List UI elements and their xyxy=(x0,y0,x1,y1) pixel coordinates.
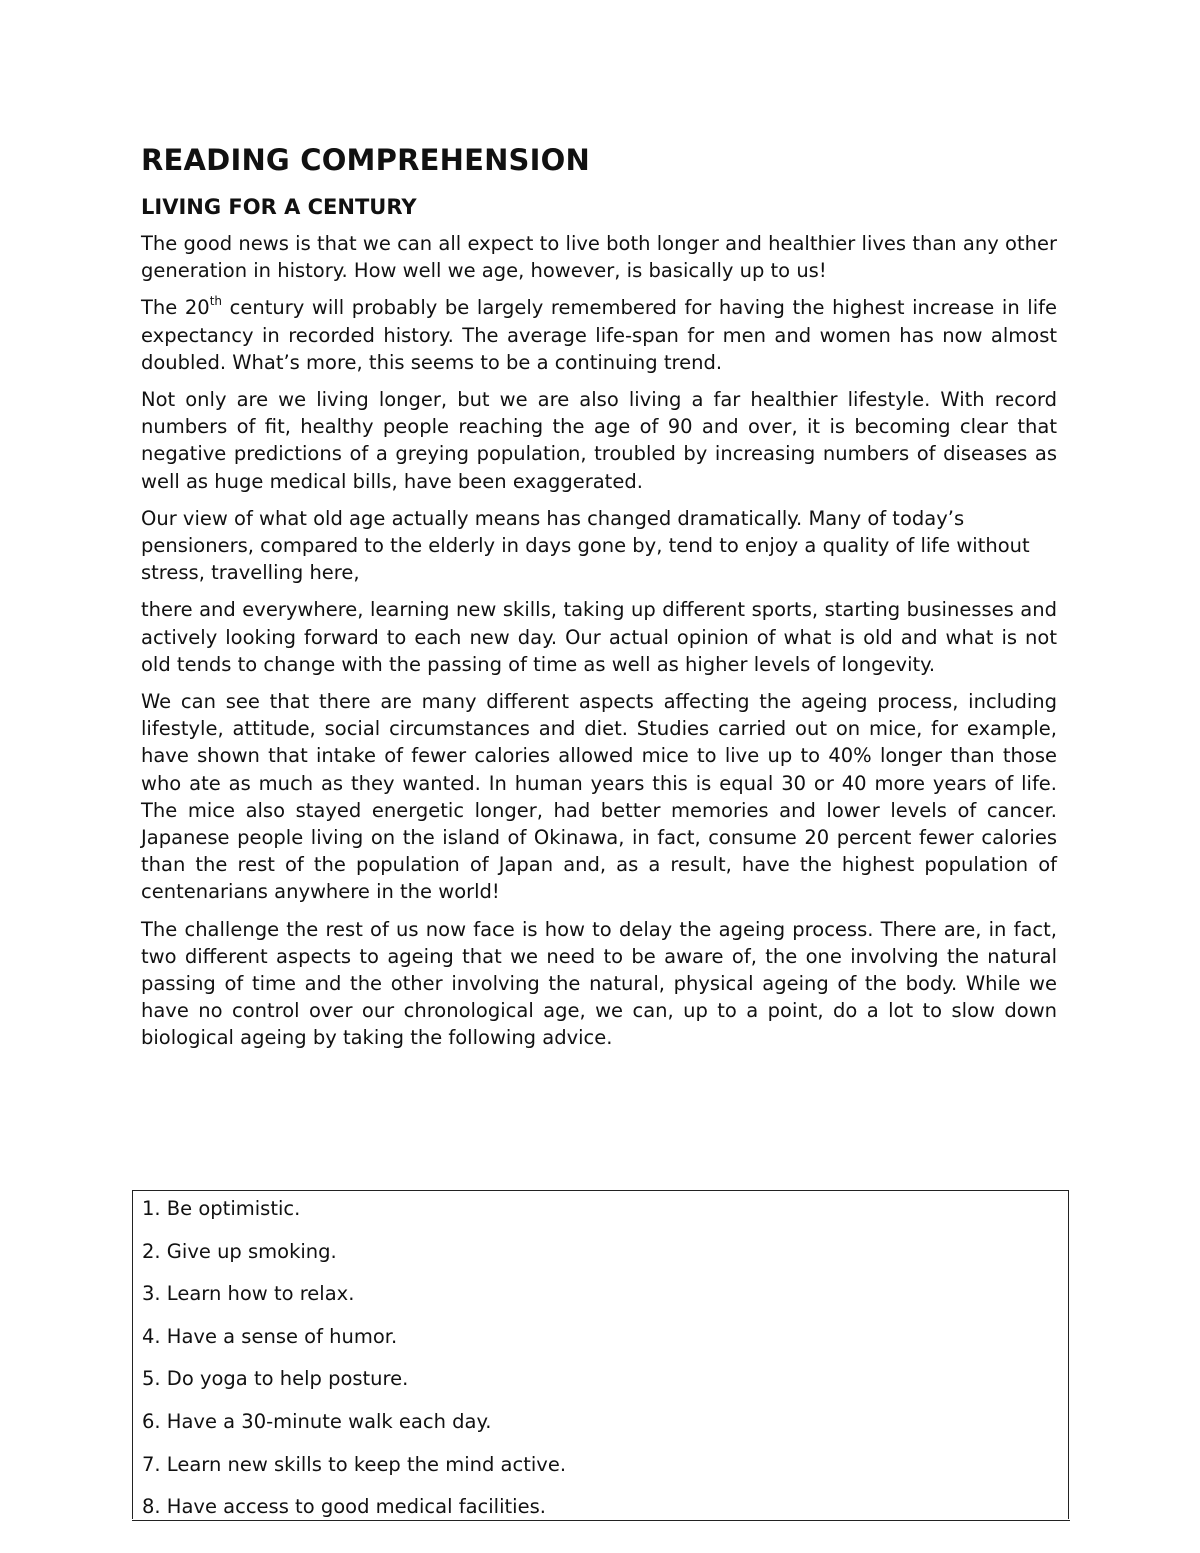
advice-box xyxy=(132,1190,1069,1519)
paragraph-old-age-view: Our view of what old age actually means has changed dramatically. Many of today’s pensioners, compared to the elderly in days gone by, tend to enjoy a quality of life without stress, travelling here, xyxy=(141,506,1030,585)
paragraph-ageing-aspects: We can see that there are many different aspects affecting the ageing process, including lifestyle, attitude, social circumstances and diet. Studies carried out on mice, for example, have shown that intake of fewer calories allowed mice to live up to 40% longer than those who ate as much as they wanted. In human years this is equal 30 or 40 more years of life. The mice also stayed energetic longer, had better memories and lower levels of cancer. Japanese people living on the island of Okinawa, in fact, consume 20 percent fewer calories than the rest of the population of Japan and, as a result, have the highest population of centenarians anywhere in the world! xyxy=(141,690,1057,904)
advice-item: 3. Learn how to relax. xyxy=(142,1282,355,1306)
paragraph-challenge: The challenge the rest of us now face is how to delay the ageing process. There are, in fact, two different aspects to ageing that we need to be aware of, the one involving the natural passing of time and the other involving the natural, physical ageing of the body. While we have no control over our chronological age, we can, up to a point, do a lot to slow down biological ageing by taking the following advice. xyxy=(141,917,1057,1050)
advice-list xyxy=(142,1195,566,1536)
paragraph-century-start: The 20 xyxy=(141,296,210,320)
box-bottom-border xyxy=(132,1520,1070,1522)
advice-item: 8. Have access to good medical facilities. xyxy=(142,1495,546,1519)
article-title: LIVING FOR A CENTURY xyxy=(141,195,417,219)
ordinal-suffix: th xyxy=(209,293,223,308)
advice-item: 5. Do yoga to help posture. xyxy=(142,1367,409,1391)
advice-item: 7. Learn new skills to keep the mind active. xyxy=(142,1452,567,1476)
paragraph-healthier-lifestyle: Not only are we living longer, but we are also living a far healthier lifestyle. With record numbers of fit, healthy people reaching the age of 90 and over, it is becoming clear that negative predictions of a greying population, troubled by increasing numbers of diseases as well as huge medical bills, have been exaggerated. xyxy=(141,388,1057,493)
advice-item: 2. Give up smoking. xyxy=(142,1239,337,1263)
paragraph-century xyxy=(141,294,1057,376)
advice-item: 4. Have a sense of humor. xyxy=(142,1324,398,1348)
paragraph-everywhere: there and everywhere, learning new skills, taking up different sports, starting businesses and actively looking forward to each new day. Our actual opinion of what is old and what is not old tends to change with the passing of time as well as higher levels of longevity. xyxy=(141,598,1057,676)
advice-item: 1. Be optimistic. xyxy=(142,1197,301,1220)
paragraph-century-rest: century will probably be largely remembered for having the highest increase in life expectancy in recorded history. The average life-span for men and women has now almost doubled. What’s more, this seems to be a continuing trend. xyxy=(141,296,1057,374)
advice-item: 6. Have a 30-minute walk each day. xyxy=(142,1409,492,1433)
page-title: READING COMPREHENSION xyxy=(141,143,590,177)
paragraph-intro: The good news is that we can all expect to live both longer and healthier lives than any other generation in history. How well we age, however, is basically up to us! xyxy=(141,232,1057,283)
document-page xyxy=(141,138,1057,1052)
